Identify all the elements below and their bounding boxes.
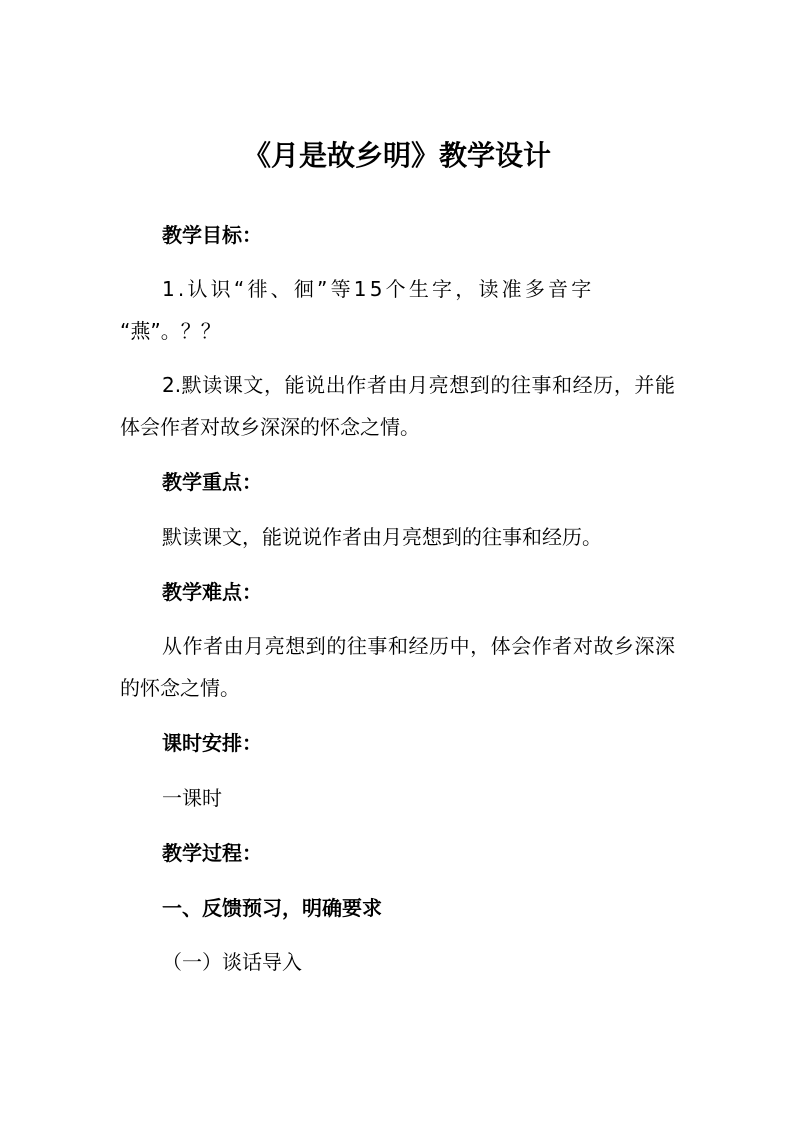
difficulties-text: 从作者由月亮想到的往事和经历中，体会作者对故乡深深的怀念之情。	[120, 634, 675, 700]
key-points-text: 默读课文，能说说作者由月亮想到的往事和经历。	[162, 525, 602, 549]
goal-1-line-2: “燕”。？？	[120, 319, 221, 343]
schedule-text: 一课时	[162, 786, 222, 810]
document-title: 《月是故乡明》教学设计	[242, 139, 551, 172]
key-points-heading: 教学重点：	[162, 470, 262, 494]
difficulties-heading: 教学难点：	[162, 580, 262, 604]
step-1-heading: 一、反馈预习，明确要求	[162, 896, 382, 920]
goal-2: 2.默读课文，能说出作者由月亮想到的往事和经历，并能体会作者对故乡深深的怀念之情。	[120, 373, 675, 439]
step-1-subheading: （一）谈话导入	[162, 950, 302, 974]
goals-heading: 教学目标：	[162, 223, 262, 247]
goal-1-line-1: 1.认识“徘、徊”等15个生字，读准多音字	[162, 277, 595, 301]
process-heading: 教学过程：	[162, 841, 262, 865]
schedule-heading: 课时安排：	[162, 731, 262, 755]
